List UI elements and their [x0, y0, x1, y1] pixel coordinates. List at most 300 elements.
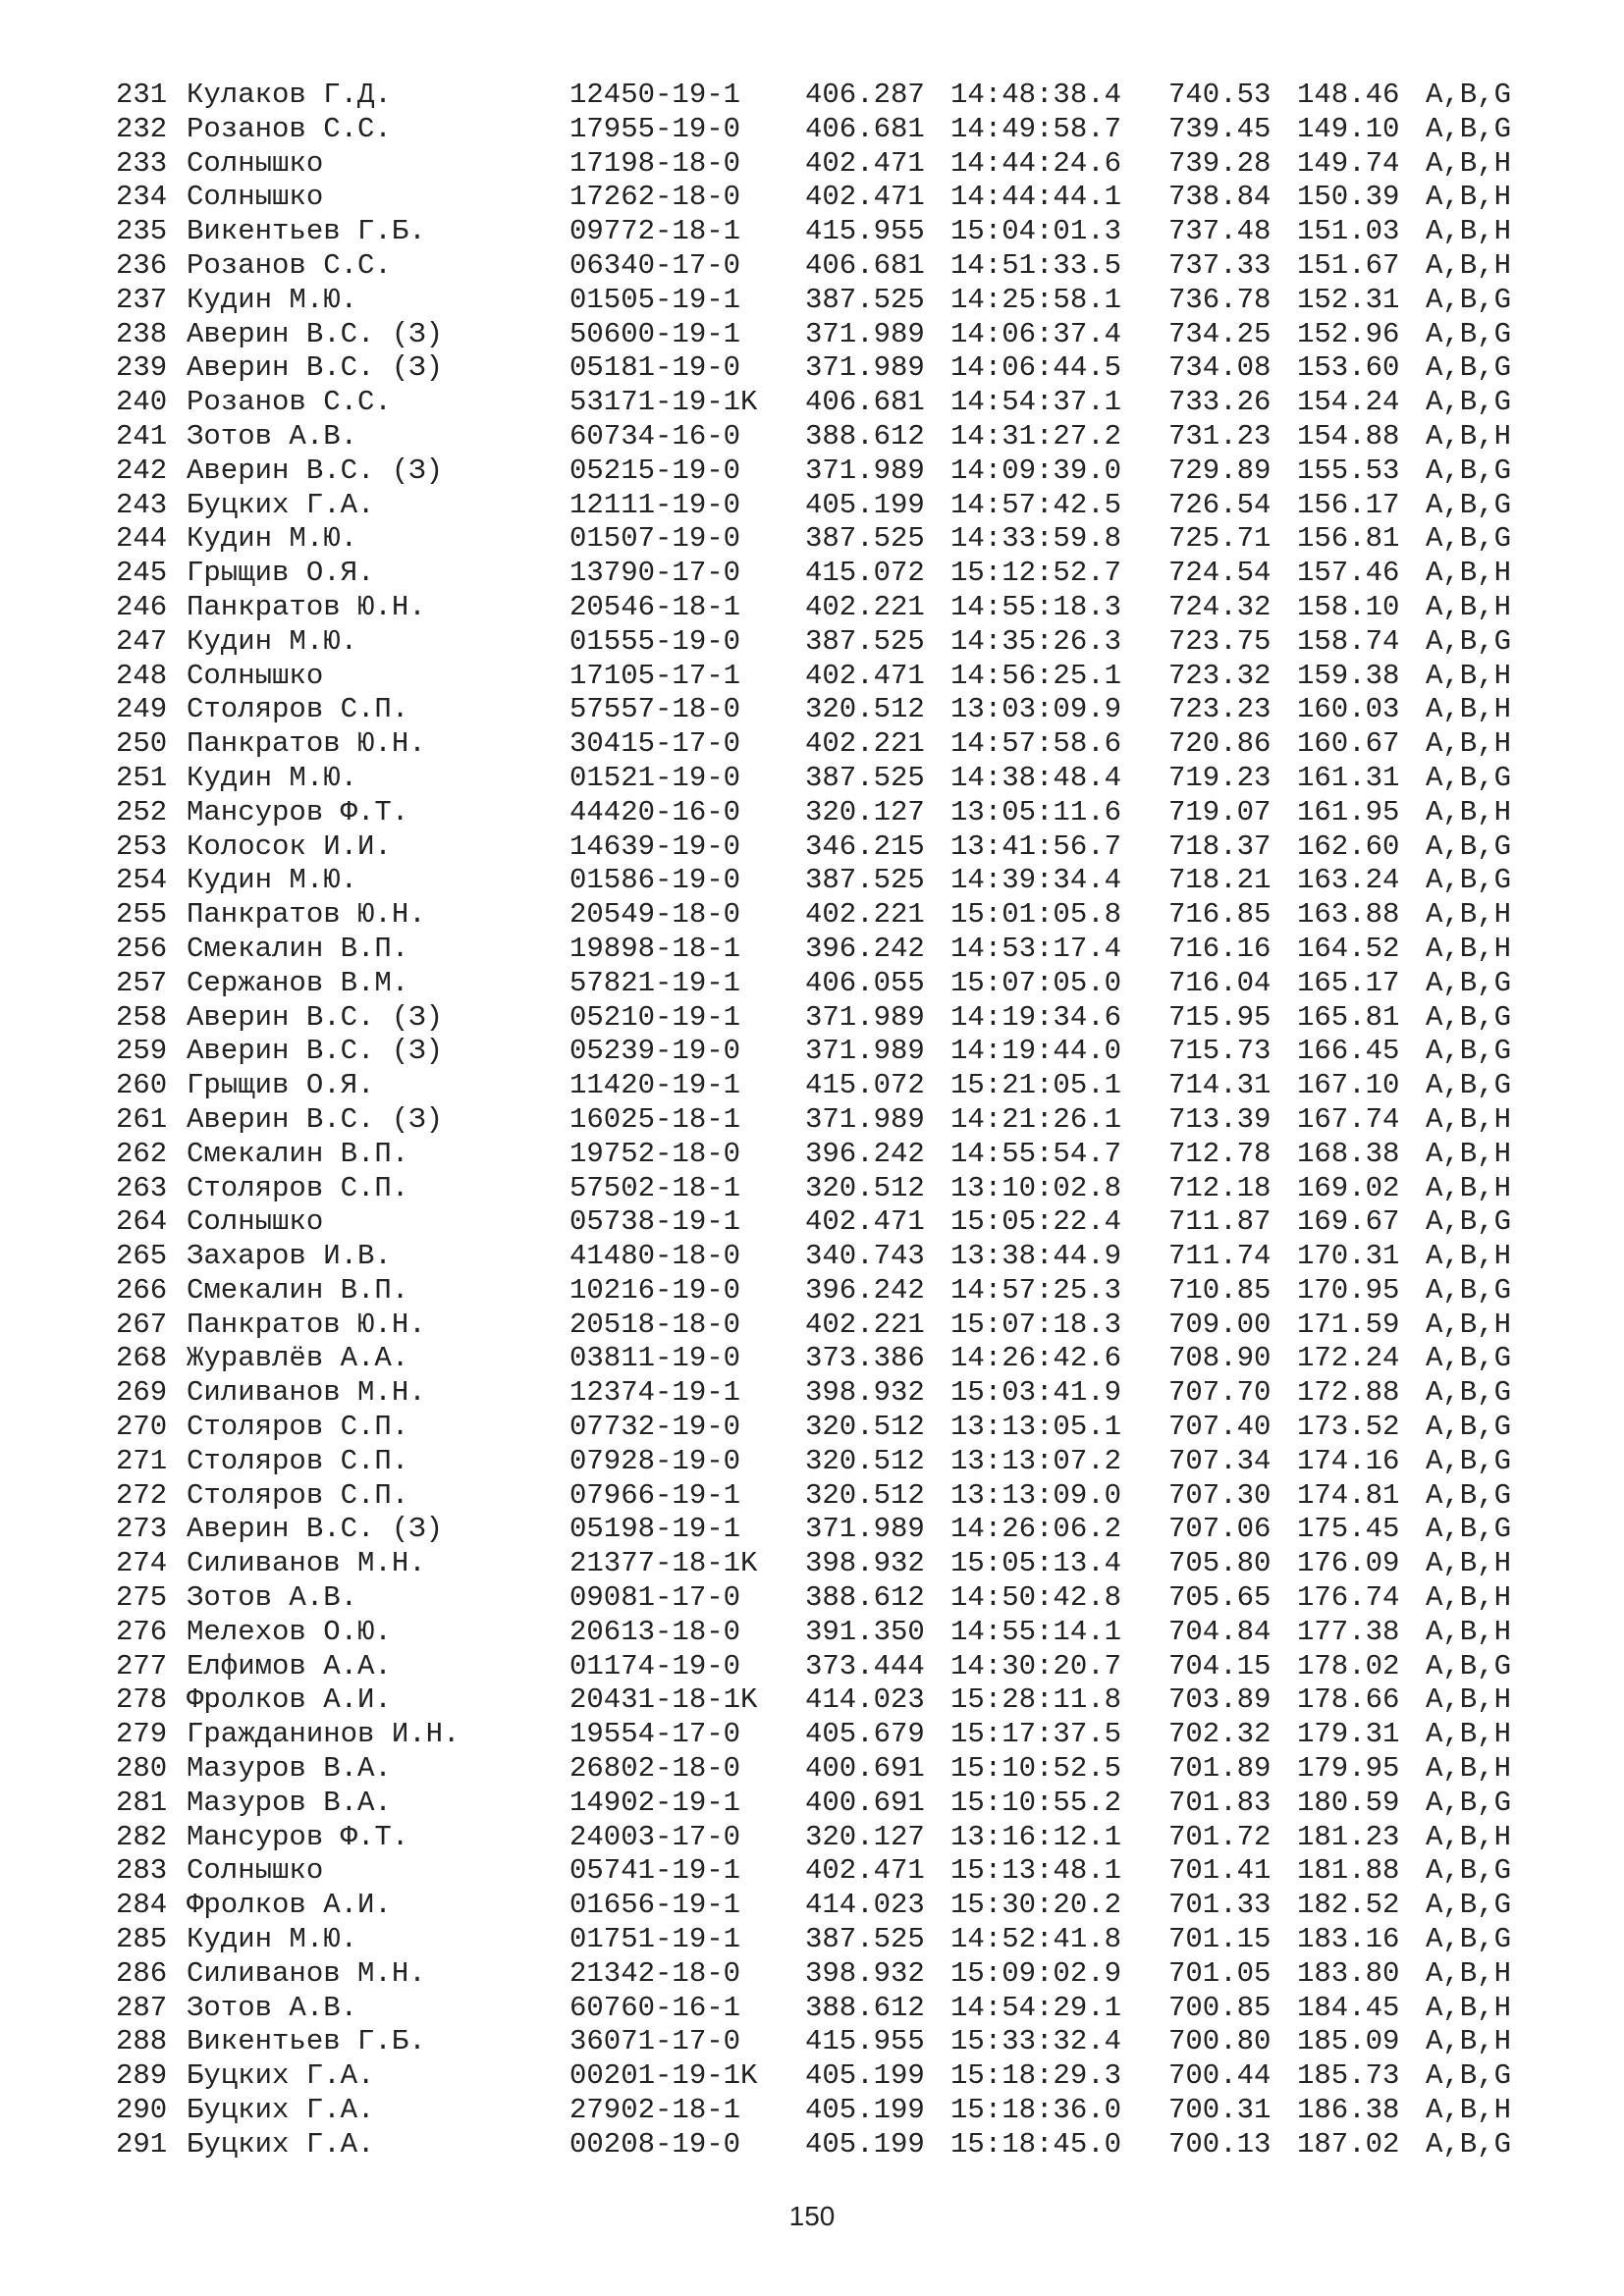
ring-number-cell: 36071-17-0	[569, 2025, 741, 2058]
coefficient-cell: 170.31	[1297, 1240, 1400, 1273]
coefficient-cell: 171.59	[1297, 1308, 1400, 1341]
speed-cell: 701.41	[1168, 1854, 1272, 1888]
table-row	[116, 1172, 1549, 1206]
table-row	[116, 1035, 1549, 1069]
rank-cell: 233	[116, 146, 168, 180]
fancier-name-cell: Розанов С.С.	[187, 386, 392, 419]
distance-cell: 371.989	[805, 317, 925, 350]
coefficient-cell: 157.46	[1297, 557, 1400, 590]
table-row	[116, 1445, 1549, 1479]
speed-cell: 723.23	[1168, 693, 1272, 726]
fancier-name-cell: Розанов С.С.	[187, 112, 392, 145]
groups-cell: A,B,H	[1426, 1752, 1512, 1786]
ring-number-cell: 09081-17-0	[569, 1581, 741, 1615]
distance-cell: 406.681	[805, 112, 925, 145]
distance-cell: 406.681	[805, 386, 925, 419]
fancier-name-cell: Сержанов В.М.	[187, 966, 409, 999]
table-row	[116, 284, 1549, 318]
rank-cell: 258	[116, 1000, 168, 1034]
coefficient-cell: 167.10	[1297, 1069, 1400, 1102]
fancier-name-cell: Аверин В.С. (З)	[187, 1102, 444, 1136]
distance-cell: 387.525	[805, 283, 925, 316]
speed-cell: 708.90	[1168, 1342, 1272, 1375]
table-row	[116, 1376, 1549, 1411]
ring-number-cell: 57502-18-1	[569, 1171, 741, 1204]
table-row	[116, 1616, 1549, 1650]
speed-cell: 729.89	[1168, 454, 1272, 487]
coefficient-cell: 174.16	[1297, 1444, 1400, 1477]
rank-cell: 274	[116, 1547, 168, 1580]
speed-cell: 701.05	[1168, 1956, 1272, 1990]
ring-number-cell: 17105-17-1	[569, 659, 741, 692]
speed-cell: 723.32	[1168, 659, 1272, 692]
rank-cell: 264	[116, 1205, 168, 1239]
speed-cell: 718.37	[1168, 829, 1272, 863]
speed-cell: 714.31	[1168, 1069, 1272, 1102]
table-row	[116, 762, 1549, 796]
arrival-time-cell: 14:26:42.6	[950, 1342, 1122, 1375]
coefficient-cell: 179.31	[1297, 1718, 1400, 1751]
groups-cell: A,B,G	[1426, 522, 1512, 556]
fancier-name-cell: Викентьев Г.Б.	[187, 215, 426, 248]
fancier-name-cell: Аверин В.С. (З)	[187, 1035, 444, 1068]
rank-cell: 262	[116, 1137, 168, 1170]
coefficient-cell: 174.81	[1297, 1478, 1400, 1512]
coefficient-cell: 177.38	[1297, 1615, 1400, 1648]
fancier-name-cell: Буцких Г.А.	[187, 2127, 375, 2161]
ring-number-cell: 05239-19-0	[569, 1035, 741, 1068]
distance-cell: 388.612	[805, 419, 925, 453]
arrival-time-cell: 15:07:05.0	[950, 966, 1122, 999]
speed-cell: 702.32	[1168, 1718, 1272, 1751]
arrival-time-cell: 14:39:34.4	[950, 864, 1122, 897]
distance-cell: 388.612	[805, 1991, 925, 2024]
speed-cell: 713.39	[1168, 1102, 1272, 1136]
coefficient-cell: 149.74	[1297, 146, 1400, 180]
coefficient-cell: 185.09	[1297, 2025, 1400, 2058]
coefficient-cell: 186.38	[1297, 2094, 1400, 2127]
groups-cell: A,B,H	[1426, 248, 1512, 282]
distance-cell: 391.350	[805, 1615, 925, 1648]
coefficient-cell: 161.31	[1297, 761, 1400, 794]
rank-cell: 239	[116, 351, 168, 385]
speed-cell: 723.75	[1168, 624, 1272, 658]
ring-number-cell: 14639-19-0	[569, 829, 741, 863]
groups-cell: A,B,G	[1426, 488, 1512, 521]
coefficient-cell: 172.24	[1297, 1342, 1400, 1375]
distance-cell: 406.287	[805, 79, 925, 111]
fancier-name-cell: Буцких Г.А.	[187, 2094, 375, 2127]
fancier-name-cell: Аверин В.С. (З)	[187, 454, 444, 487]
fancier-name-cell: Кудин М.Ю.	[187, 1923, 358, 1956]
fancier-name-cell: Кудин М.Ю.	[187, 761, 358, 794]
rank-cell: 288	[116, 2025, 168, 2058]
groups-cell: A,B,G	[1426, 864, 1512, 897]
arrival-time-cell: 15:21:05.1	[950, 1069, 1122, 1102]
groups-cell: A,B,G	[1426, 1444, 1512, 1477]
arrival-time-cell: 14:06:37.4	[950, 317, 1122, 350]
groups-cell: A,B,H	[1426, 146, 1512, 180]
table-row	[116, 591, 1549, 625]
rank-cell: 245	[116, 557, 168, 590]
fancier-name-cell: Солнышко	[187, 1854, 324, 1888]
ring-number-cell: 00208-19-0	[569, 2127, 741, 2161]
rank-cell: 232	[116, 112, 168, 145]
speed-cell: 700.80	[1168, 2025, 1272, 2058]
fancier-name-cell: Аверин В.С. (З)	[187, 351, 444, 385]
fancier-name-cell: Силиванов М.Н.	[187, 1547, 426, 1580]
coefficient-cell: 173.52	[1297, 1411, 1400, 1444]
rank-cell: 277	[116, 1649, 168, 1682]
rank-cell: 237	[116, 283, 168, 316]
ring-number-cell: 07928-19-0	[569, 1444, 741, 1477]
table-row	[116, 2094, 1549, 2128]
table-row	[116, 454, 1549, 489]
rank-cell: 281	[116, 1786, 168, 1819]
arrival-time-cell: 15:18:29.3	[950, 2059, 1122, 2093]
coefficient-cell: 169.02	[1297, 1171, 1400, 1204]
groups-cell: A,B,G	[1426, 1205, 1512, 1239]
groups-cell: A,B,H	[1426, 1581, 1512, 1615]
arrival-time-cell: 14:53:17.4	[950, 932, 1122, 965]
speed-cell: 715.73	[1168, 1035, 1272, 1068]
fancier-name-cell: Гражданинов И.Н.	[187, 1718, 460, 1751]
distance-cell: 402.471	[805, 146, 925, 180]
arrival-time-cell: 15:05:22.4	[950, 1205, 1122, 1239]
rank-cell: 259	[116, 1035, 168, 1068]
ring-number-cell: 00201-19-1K	[569, 2059, 758, 2093]
arrival-time-cell: 15:05:13.4	[950, 1547, 1122, 1580]
speed-cell: 719.07	[1168, 795, 1272, 828]
distance-cell: 402.471	[805, 181, 925, 214]
arrival-time-cell: 15:33:32.4	[950, 2025, 1122, 2058]
arrival-time-cell: 13:16:12.1	[950, 1820, 1122, 1853]
coefficient-cell: 154.88	[1297, 419, 1400, 453]
fancier-name-cell: Кудин М.Ю.	[187, 624, 358, 658]
arrival-time-cell: 14:50:42.8	[950, 1581, 1122, 1615]
arrival-time-cell: 15:12:52.7	[950, 557, 1122, 590]
fancier-name-cell: Фролков А.И.	[187, 1683, 392, 1717]
distance-cell: 371.989	[805, 1102, 925, 1136]
speed-cell: 707.34	[1168, 1444, 1272, 1477]
ring-number-cell: 05741-19-1	[569, 1854, 741, 1888]
groups-cell: A,B,H	[1426, 2025, 1512, 2058]
ring-number-cell: 07966-19-1	[569, 1478, 741, 1512]
arrival-time-cell: 15:30:20.2	[950, 1889, 1122, 1922]
rank-cell: 243	[116, 488, 168, 521]
rank-cell: 250	[116, 727, 168, 761]
speed-cell: 738.84	[1168, 181, 1272, 214]
fancier-name-cell: Кудин М.Ю.	[187, 864, 358, 897]
speed-cell: 733.26	[1168, 386, 1272, 419]
distance-cell: 415.072	[805, 1069, 925, 1102]
rank-cell: 235	[116, 215, 168, 248]
distance-cell: 402.221	[805, 590, 925, 623]
coefficient-cell: 182.52	[1297, 1889, 1400, 1922]
coefficient-cell: 163.24	[1297, 864, 1400, 897]
table-row	[116, 1547, 1549, 1581]
groups-cell: A,B,H	[1426, 1991, 1512, 2024]
distance-cell: 398.932	[805, 1376, 925, 1410]
speed-cell: 737.48	[1168, 215, 1272, 248]
coefficient-cell: 153.60	[1297, 351, 1400, 385]
ring-number-cell: 19554-17-0	[569, 1718, 741, 1751]
rank-cell: 279	[116, 1718, 168, 1751]
ring-number-cell: 24003-17-0	[569, 1820, 741, 1853]
speed-cell: 705.65	[1168, 1581, 1272, 1615]
table-row	[116, 1581, 1549, 1616]
distance-cell: 320.512	[805, 693, 925, 726]
groups-cell: A,B,H	[1426, 693, 1512, 726]
table-row	[116, 1308, 1549, 1343]
ring-number-cell: 01174-19-0	[569, 1649, 741, 1682]
groups-cell: A,B,G	[1426, 454, 1512, 487]
table-row	[116, 1854, 1549, 1889]
arrival-time-cell: 14:44:44.1	[950, 181, 1122, 214]
fancier-name-cell: Солнышко	[187, 146, 324, 180]
ring-number-cell: 20431-18-1K	[569, 1683, 758, 1717]
distance-cell: 400.691	[805, 1752, 925, 1786]
speed-cell: 709.00	[1168, 1308, 1272, 1341]
table-row	[116, 489, 1549, 523]
distance-cell: 400.691	[805, 1786, 925, 1819]
arrival-time-cell: 15:07:18.3	[950, 1308, 1122, 1341]
groups-cell: A,B,H	[1426, 727, 1512, 761]
distance-cell: 406.681	[805, 248, 925, 282]
coefficient-cell: 167.74	[1297, 1102, 1400, 1136]
table-row	[116, 522, 1549, 557]
rank-cell: 249	[116, 693, 168, 726]
speed-cell: 700.85	[1168, 1991, 1272, 2024]
speed-cell: 704.15	[1168, 1649, 1272, 1682]
table-row	[116, 2059, 1549, 2094]
fancier-name-cell: Аверин В.С. (З)	[187, 1000, 444, 1034]
rank-cell: 291	[116, 2127, 168, 2161]
ring-number-cell: 16025-18-1	[569, 1102, 741, 1136]
speed-cell: 701.15	[1168, 1923, 1272, 1956]
rank-cell: 242	[116, 454, 168, 487]
groups-cell: A,B,H	[1426, 1547, 1512, 1580]
table-row	[116, 420, 1549, 454]
ring-number-cell: 05738-19-1	[569, 1205, 741, 1239]
ring-number-cell: 20549-18-0	[569, 898, 741, 932]
groups-cell: A,B,H	[1426, 557, 1512, 590]
ring-number-cell: 19898-18-1	[569, 932, 741, 965]
speed-cell: 739.28	[1168, 146, 1272, 180]
fancier-name-cell: Мазуров В.А.	[187, 1786, 392, 1819]
arrival-time-cell: 15:28:11.8	[950, 1683, 1122, 1717]
coefficient-cell: 168.38	[1297, 1137, 1400, 1170]
arrival-time-cell: 14:51:33.5	[950, 248, 1122, 282]
table-row	[116, 1683, 1549, 1718]
table-row	[116, 113, 1549, 147]
ring-number-cell: 01656-19-1	[569, 1889, 741, 1922]
coefficient-cell: 160.03	[1297, 693, 1400, 726]
distance-cell: 340.743	[805, 1240, 925, 1273]
distance-cell: 371.989	[805, 1035, 925, 1068]
fancier-name-cell: Зотов А.В.	[187, 1581, 358, 1615]
arrival-time-cell: 14:55:14.1	[950, 1615, 1122, 1648]
rank-cell: 282	[116, 1820, 168, 1853]
groups-cell: A,B,G	[1426, 317, 1512, 350]
table-row	[116, 898, 1549, 933]
groups-cell: A,B,H	[1426, 1820, 1512, 1853]
distance-cell: 396.242	[805, 1137, 925, 1170]
ring-number-cell: 01586-19-0	[569, 864, 741, 897]
speed-cell: 704.84	[1168, 1615, 1272, 1648]
distance-cell: 398.932	[805, 1956, 925, 1990]
fancier-name-cell: Столяров С.П.	[187, 1478, 409, 1512]
distance-cell: 388.612	[805, 1581, 925, 1615]
coefficient-cell: 150.39	[1297, 181, 1400, 214]
coefficient-cell: 163.88	[1297, 898, 1400, 932]
speed-cell: 725.71	[1168, 522, 1272, 556]
table-row	[116, 625, 1549, 660]
distance-cell: 320.512	[805, 1444, 925, 1477]
arrival-time-cell: 13:38:44.9	[950, 1240, 1122, 1273]
arrival-time-cell: 15:10:52.5	[950, 1752, 1122, 1786]
speed-cell: 716.04	[1168, 966, 1272, 999]
arrival-time-cell: 14:44:24.6	[950, 146, 1122, 180]
ring-number-cell: 17262-18-0	[569, 181, 741, 214]
rank-cell: 234	[116, 181, 168, 214]
table-row	[116, 1650, 1549, 1684]
rank-cell: 265	[116, 1240, 168, 1273]
coefficient-cell: 181.23	[1297, 1820, 1400, 1853]
fancier-name-cell: Аверин В.С. (З)	[187, 317, 444, 350]
speed-cell: 718.21	[1168, 864, 1272, 897]
rank-cell: 271	[116, 1444, 168, 1477]
ring-number-cell: 20613-18-0	[569, 1615, 741, 1648]
coefficient-cell: 178.66	[1297, 1683, 1400, 1717]
ring-number-cell: 01505-19-1	[569, 283, 741, 316]
distance-cell: 396.242	[805, 932, 925, 965]
coefficient-cell: 159.38	[1297, 659, 1400, 692]
speed-cell: 700.31	[1168, 2094, 1272, 2127]
coefficient-cell: 154.24	[1297, 386, 1400, 419]
ring-number-cell: 01507-19-0	[569, 522, 741, 556]
ring-number-cell: 05215-19-0	[569, 454, 741, 487]
fancier-name-cell: Мазуров В.А.	[187, 1752, 392, 1786]
ring-number-cell: 21377-18-1K	[569, 1547, 758, 1580]
fancier-name-cell: Зотов А.В.	[187, 1991, 358, 2024]
ring-number-cell: 41480-18-0	[569, 1240, 741, 1273]
groups-cell: A,B,H	[1426, 1308, 1512, 1341]
table-row	[116, 215, 1549, 249]
distance-cell: 402.471	[805, 1854, 925, 1888]
distance-cell: 387.525	[805, 522, 925, 556]
speed-cell: 705.80	[1168, 1547, 1272, 1580]
ring-number-cell: 30415-17-0	[569, 727, 741, 761]
table-row	[116, 386, 1549, 420]
fancier-name-cell: Захаров И.В.	[187, 1240, 392, 1273]
ring-number-cell: 50600-19-1	[569, 317, 741, 350]
table-row	[116, 693, 1549, 727]
speed-cell: 734.25	[1168, 317, 1272, 350]
fancier-name-cell: Грыщив О.Я.	[187, 557, 375, 590]
fancier-name-cell: Смекалин В.П.	[187, 932, 409, 965]
arrival-time-cell: 14:48:38.4	[950, 79, 1122, 111]
arrival-time-cell: 14:57:42.5	[950, 488, 1122, 521]
fancier-name-cell: Кудин М.Ю.	[187, 522, 358, 556]
speed-cell: 731.23	[1168, 419, 1272, 453]
distance-cell: 398.932	[805, 1547, 925, 1580]
distance-cell: 320.512	[805, 1171, 925, 1204]
groups-cell: A,B,H	[1426, 1683, 1512, 1717]
ring-number-cell: 12111-19-0	[569, 488, 741, 521]
table-row	[116, 351, 1549, 386]
fancier-name-cell: Столяров С.П.	[187, 1171, 409, 1204]
coefficient-cell: 158.10	[1297, 590, 1400, 623]
fancier-name-cell: Смекалин В.П.	[187, 1273, 409, 1307]
groups-cell: A,B,H	[1426, 898, 1512, 932]
distance-cell: 402.221	[805, 898, 925, 932]
arrival-time-cell: 14:35:26.3	[950, 624, 1122, 658]
groups-cell: A,B,H	[1426, 590, 1512, 623]
arrival-time-cell: 15:18:45.0	[950, 2127, 1122, 2161]
rank-cell: 263	[116, 1171, 168, 1204]
groups-cell: A,B,G	[1426, 1923, 1512, 1956]
speed-cell: 711.74	[1168, 1240, 1272, 1273]
groups-cell: A,B,H	[1426, 659, 1512, 692]
fancier-name-cell: Столяров С.П.	[187, 693, 409, 726]
groups-cell: A,B,G	[1426, 1478, 1512, 1512]
speed-cell: 736.78	[1168, 283, 1272, 316]
distance-cell: 414.023	[805, 1889, 925, 1922]
distance-cell: 414.023	[805, 1683, 925, 1717]
page-number: 150	[788, 2201, 836, 2231]
coefficient-cell: 183.16	[1297, 1923, 1400, 1956]
fancier-name-cell: Елфимов А.А.	[187, 1649, 392, 1682]
table-row	[116, 1752, 1549, 1787]
groups-cell: A,B,G	[1426, 1411, 1512, 1444]
speed-cell: 739.45	[1168, 112, 1272, 145]
table-row	[116, 1787, 1549, 1821]
ring-number-cell: 01555-19-0	[569, 624, 741, 658]
groups-cell: A,B,H	[1426, 419, 1512, 453]
coefficient-cell: 187.02	[1297, 2127, 1400, 2161]
groups-cell: A,B,H	[1426, 215, 1512, 248]
coefficient-cell: 178.02	[1297, 1649, 1400, 1682]
groups-cell: A,B,G	[1426, 283, 1512, 316]
arrival-time-cell: 13:10:02.8	[950, 1171, 1122, 1204]
speed-cell: 710.85	[1168, 1273, 1272, 1307]
rank-cell: 260	[116, 1069, 168, 1102]
groups-cell: A,B,H	[1426, 1137, 1512, 1170]
distance-cell: 373.386	[805, 1342, 925, 1375]
coefficient-cell: 158.74	[1297, 624, 1400, 658]
table-row	[116, 796, 1549, 830]
distance-cell: 387.525	[805, 864, 925, 897]
speed-cell: 712.18	[1168, 1171, 1272, 1204]
speed-cell: 701.83	[1168, 1786, 1272, 1819]
fancier-name-cell: Буцких Г.А.	[187, 2059, 375, 2093]
ring-number-cell: 57557-18-0	[569, 693, 741, 726]
speed-cell: 707.40	[1168, 1411, 1272, 1444]
table-row	[116, 557, 1549, 591]
table-row	[116, 727, 1549, 762]
arrival-time-cell: 15:01:05.8	[950, 898, 1122, 932]
speed-cell: 720.86	[1168, 727, 1272, 761]
groups-cell: A,B,H	[1426, 1102, 1512, 1136]
speed-cell: 712.78	[1168, 1137, 1272, 1170]
coefficient-cell: 183.80	[1297, 1956, 1400, 1990]
speed-cell: 707.30	[1168, 1478, 1272, 1512]
table-row	[116, 2128, 1549, 2163]
ring-number-cell: 17955-19-0	[569, 112, 741, 145]
ring-number-cell: 53171-19-1K	[569, 386, 758, 419]
coefficient-cell: 164.52	[1297, 932, 1400, 965]
